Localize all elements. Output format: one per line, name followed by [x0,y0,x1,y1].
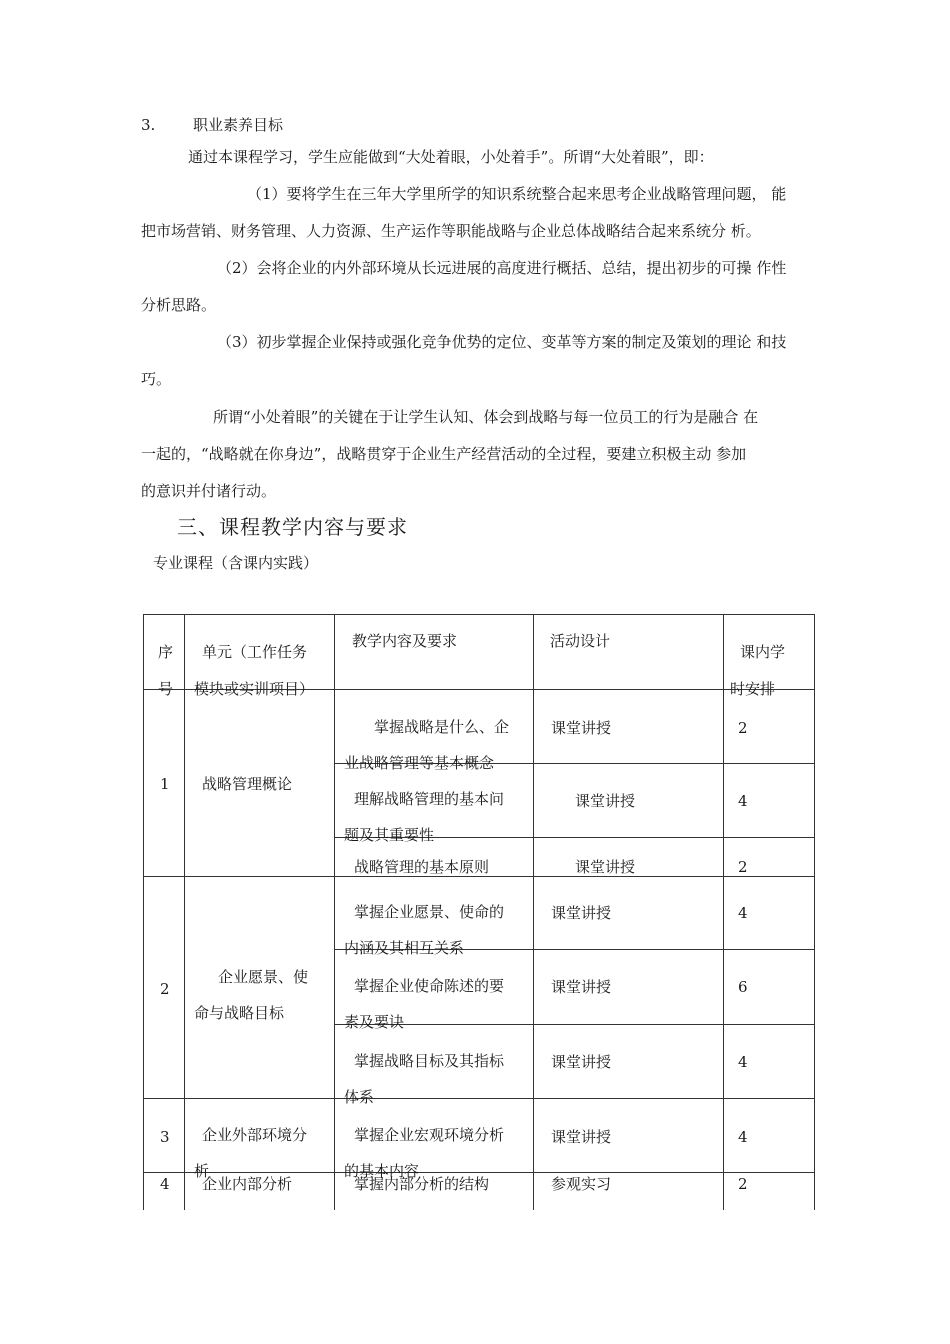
goal-item-3-line-2: 巧。 [141,370,172,388]
section-heading: 三、课程教学内容与要求 [177,515,408,539]
header-seq-line-2: 号 [158,680,174,698]
row-content-line-1: 理解战略管理的基本问 [354,790,505,808]
row-content [344,709,509,781]
row-activity: 参观实习 [551,1175,612,1193]
intro-paragraph: 通过本课程学习，学生应能做到“大处着眼，小处着手”。所谓“大处着眼”，即： [188,148,714,166]
header-hours-line-2: 时安排 [730,680,776,698]
goal-item-1-line-1: （1）要将学生在三年大学里所学的知识系统整合起来思考企业战略管理问题， 能 [247,185,787,203]
small-view-line-2: 一起的，“战略就在你身边”，战略贯穿于企业生产经营活动的全过程，要建立积极主动 参加 [141,445,747,463]
row-hours: 2 [738,858,748,876]
row-content [344,1043,504,1115]
section-title: 职业素养目标 [193,116,284,134]
goal-item-2-line-2: 分析思路。 [141,296,217,314]
row-hours: 4 [738,904,748,922]
small-view-line-1: 所谓“小处着眼”的关键在于让学生认知、体会到战略与每一位员工的行为是融合 在 [213,408,759,426]
row-content [344,781,504,853]
header-unit [194,634,315,708]
group-unit-line-2: 析 [194,1162,210,1180]
goal-item-1-line-2: 把市场营销、财务管理、人力资源、生产运作等职能战略与企业总体战略结合起来系统分 析。 [141,222,761,240]
row-content: 掌握内部分析的结构 [354,1175,490,1193]
row-hours: 6 [738,978,748,996]
row-content [344,968,504,1040]
row-content-line-1: 掌握企业使命陈述的要 [354,977,505,995]
header-unit-line-2: 模块或实训项目） [194,680,315,698]
small-view-line-3: 的意识并付诸行动。 [141,482,277,500]
row-activity: 课堂讲授 [551,978,612,996]
col-divider [723,614,724,1210]
header-activity: 活动设计 [550,632,611,650]
group-unit: 企业内部分析 [202,1175,293,1193]
header-content: 教学内容及要求 [352,632,458,650]
group-seq: 2 [160,980,170,998]
row-content: 战略管理的基本原则 [354,858,490,876]
row-hours: 4 [738,1053,748,1071]
goal-item-2-line-1: （2）会将企业的内外部环境从长远进展的高度进行概括、总结，提出初步的可操 作性 [217,259,787,277]
row-activity: 课堂讲授 [551,904,612,922]
row-content-line-2: 体系 [344,1088,375,1106]
col-divider [184,614,185,1210]
row-hours: 4 [738,1128,748,1146]
row-content-line-1: 掌握战略是什么、企 [374,718,510,736]
table-border-top [143,614,815,615]
row-activity: 课堂讲授 [575,858,636,876]
row-content-line-2: 的基本内容 [344,1162,420,1180]
goal-item-3-line-1: （3）初步掌握企业保持或强化竞争优势的定位、变革等方案的制定及策划的理论 和技 [217,333,787,351]
header-hours [730,634,786,708]
row-content-line-2: 题及其重要性 [344,826,435,844]
group-unit: 战略管理概论 [202,775,293,793]
row-content-line-1: 掌握战略目标及其指标 [354,1052,505,1070]
header-seq-line-1: 序 [158,643,174,661]
group-seq: 4 [160,1175,170,1193]
row-content [344,894,504,966]
row-activity: 课堂讲授 [551,1128,612,1146]
header-unit-line-1: 单元（工作任务 [202,643,308,661]
row-content-line-2: 素及要诀 [344,1013,405,1031]
col-divider [533,614,534,1210]
row-content-line-2: 内涵及其相互关系 [344,939,465,957]
col-divider [334,614,335,1210]
table-border-left [143,614,144,1210]
row-content-line-2: 业战略管理等基本概念 [344,754,495,772]
group-unit-line-2: 命与战略目标 [194,1004,285,1022]
row-content-line-1: 掌握企业宏观环境分析 [354,1126,505,1144]
row-activity: 课堂讲授 [551,719,612,737]
group-seq: 1 [160,775,170,793]
header-seq [158,634,178,708]
section-number: 3. [141,116,156,134]
group-unit-line-1: 企业外部环境分 [202,1126,308,1144]
row-content-line-1: 掌握企业愿景、使命的 [354,903,505,921]
row-hours: 2 [738,1175,748,1193]
table-border-right [814,614,815,1210]
row-hours: 4 [738,792,748,810]
group-seq: 3 [160,1128,170,1146]
group-unit [194,959,308,1031]
sub-heading: 专业课程（含课内实践） [153,554,319,572]
row-hours: 2 [738,719,748,737]
row-activity: 课堂讲授 [575,792,636,810]
group-unit-line-1: 企业愿景、使 [218,968,309,986]
row-activity: 课堂讲授 [551,1053,612,1071]
header-hours-line-1: 课内学 [740,643,786,661]
